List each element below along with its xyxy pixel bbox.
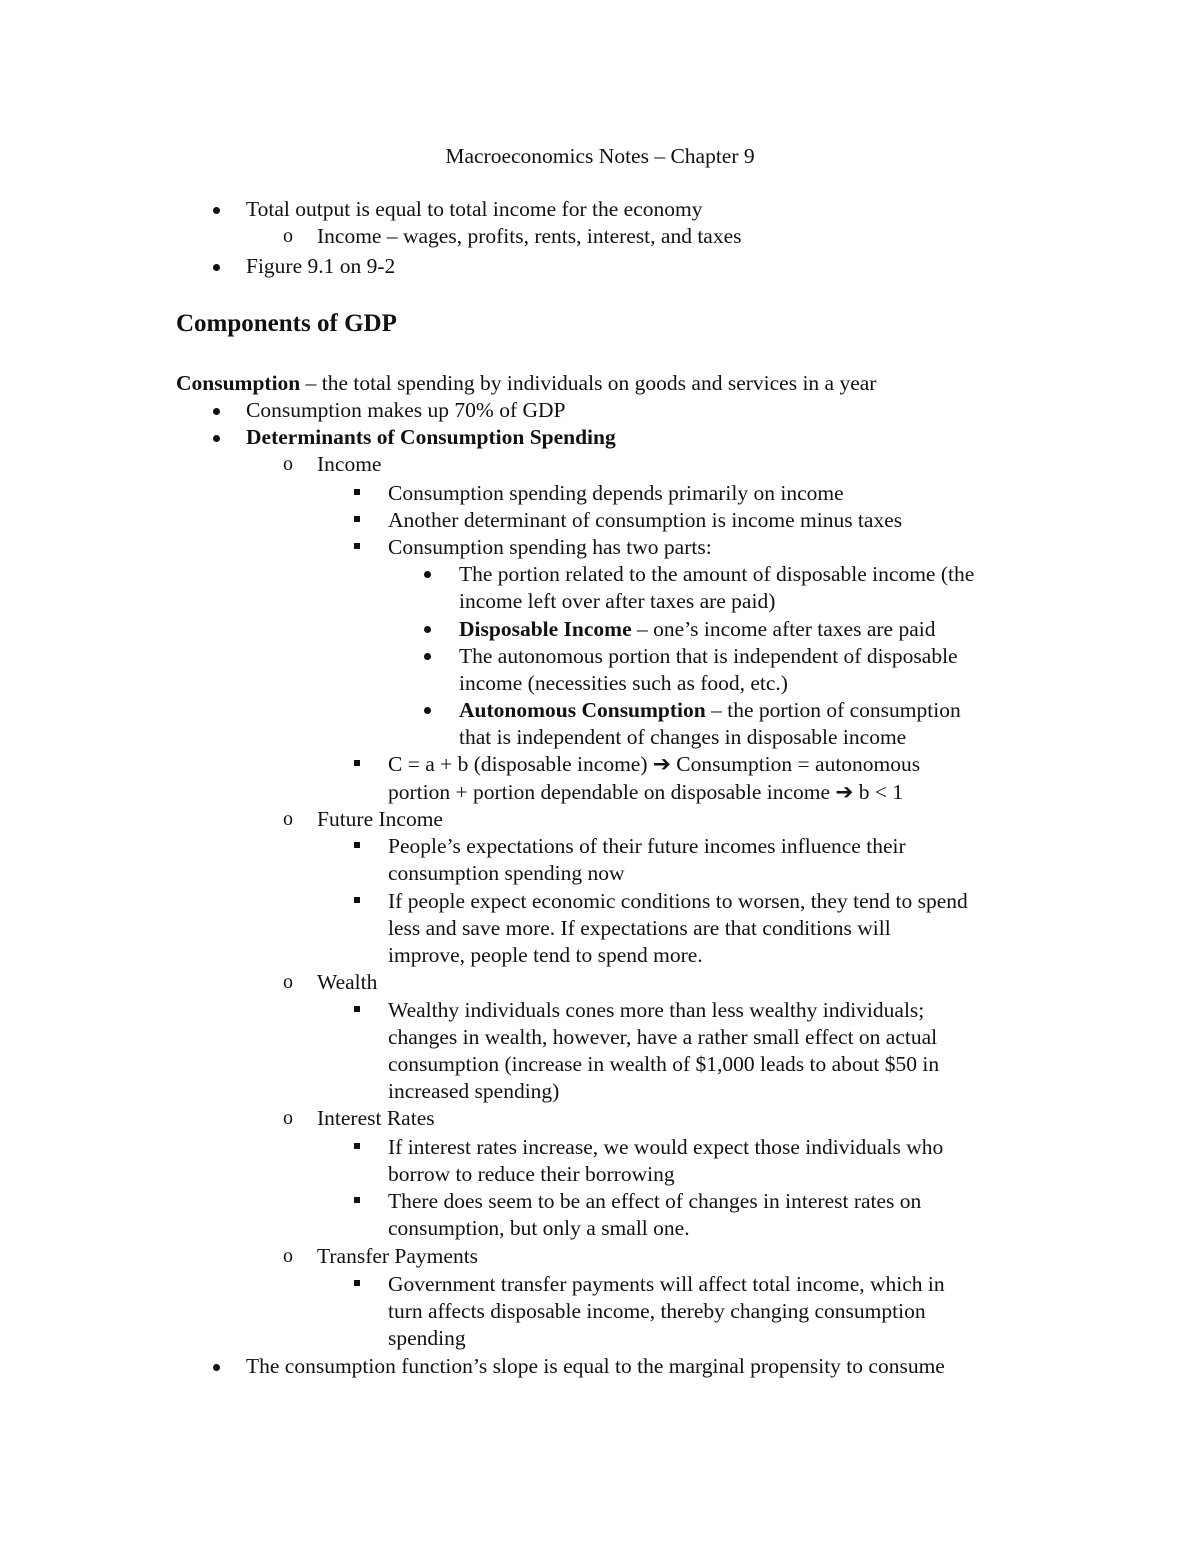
list-item: Wealthy individuals cones more than less wealthy individuals; <box>388 998 925 1022</box>
list-item: Government transfer payments will affect total income, which in <box>388 1272 945 1296</box>
bullet-dot <box>213 408 220 415</box>
list-item-continuation: income left over after taxes are paid) <box>459 589 776 613</box>
list-item-continuation: increased spending) <box>388 1079 560 1103</box>
list-item-continuation: turn affects disposable income, thereby changing consumption <box>388 1299 926 1323</box>
square-bullet <box>354 1280 360 1286</box>
list-item: Future Income <box>317 807 443 831</box>
formula-text: portion + portion dependable on disposable income <box>388 780 836 804</box>
list-item: Figure 9.1 on 9-2 <box>246 254 396 278</box>
square-bullet <box>354 489 360 495</box>
list-item: The autonomous portion that is independent of disposable <box>459 644 958 668</box>
term-disposable-income: Disposable Income <box>459 617 632 641</box>
list-item-continuation: borrow to reduce their borrowing <box>388 1162 675 1186</box>
definition-text: – one’s income after taxes are paid <box>631 617 936 641</box>
circle-bullet: o <box>283 453 293 475</box>
arrow-icon: ➔ <box>835 780 854 804</box>
circle-bullet: o <box>283 225 293 247</box>
bullet-dot <box>424 626 431 633</box>
term-consumption: Consumption <box>176 371 301 395</box>
definition-line <box>176 370 876 397</box>
formula-text: Consumption = autonomous <box>670 752 921 776</box>
bullet-dot <box>424 707 431 714</box>
square-bullet <box>354 842 360 848</box>
bullet-dot <box>213 1364 220 1371</box>
list-item: Wealth <box>317 970 378 994</box>
circle-bullet: o <box>283 808 293 830</box>
square-bullet <box>354 1197 360 1203</box>
list-item: Total output is equal to total income for the economy <box>246 197 703 221</box>
list-item: People’s expectations of their future incomes influence their <box>388 834 906 858</box>
bullet-dot <box>213 207 220 214</box>
square-bullet <box>354 1143 360 1149</box>
arrow-icon: ➔ <box>652 752 671 776</box>
circle-bullet: o <box>283 971 293 993</box>
bullet-dot <box>424 571 431 578</box>
list-item <box>246 424 616 451</box>
bullet-dot <box>213 435 220 442</box>
list-item: Consumption spending has two parts: <box>388 535 712 559</box>
list-item: Interest Rates <box>317 1106 435 1130</box>
term-autonomous-consumption: Autonomous Consumption <box>459 698 706 722</box>
list-item-continuation <box>388 779 903 806</box>
list-item: Income – wages, profits, rents, interest, and taxes <box>317 224 742 248</box>
list-item: If interest rates increase, we would expect those individuals who <box>388 1135 944 1159</box>
formula-text: b < 1 <box>853 780 904 804</box>
square-bullet <box>354 897 360 903</box>
square-bullet <box>354 516 360 522</box>
list-item: The portion related to the amount of disposable income (the <box>459 562 975 586</box>
list-item: Income <box>317 452 382 476</box>
list-item: Transfer Payments <box>317 1244 479 1268</box>
list-item: Consumption spending depends primarily on income <box>388 481 844 505</box>
list-item-continuation: that is independent of changes in disposable income <box>459 725 907 749</box>
list-item: There does seem to be an effect of changes in interest rates on <box>388 1189 922 1213</box>
list-item <box>459 616 935 643</box>
formula-text: C = a + b (disposable income) <box>388 752 653 776</box>
section-heading: Components of GDP <box>176 310 397 337</box>
circle-bullet: o <box>283 1245 293 1267</box>
list-item: Another determinant of consumption is income minus taxes <box>388 508 903 532</box>
list-item-continuation: income (necessities such as food, etc.) <box>459 671 788 695</box>
list-item: Consumption makes up 70% of GDP <box>246 398 566 422</box>
list-item-continuation: spending <box>388 1326 466 1350</box>
circle-bullet: o <box>283 1107 293 1129</box>
definition-text: – the portion of consumption <box>705 698 961 722</box>
list-item-continuation: changes in wealth, however, have a rather small effect on actual <box>388 1025 938 1049</box>
list-item-continuation: less and save more. If expectations are that conditions will <box>388 916 891 940</box>
subheading-determinants: Determinants of Consumption Spending <box>246 425 616 449</box>
definition-text: – the total spending by individuals on goods and services in a year <box>300 371 877 395</box>
list-item <box>459 697 961 724</box>
bullet-dot <box>424 653 431 660</box>
list-item: If people expect economic conditions to worsen, they tend to spend <box>388 889 968 913</box>
list-item-continuation: consumption (increase in wealth of $1,000 leads to about $50 in <box>388 1052 940 1076</box>
square-bullet <box>354 543 360 549</box>
list-item: The consumption function’s slope is equal to the marginal propensity to consume <box>246 1354 945 1378</box>
square-bullet <box>354 1006 360 1012</box>
bullet-dot <box>213 264 220 271</box>
list-item <box>388 751 920 778</box>
page-title: Macroeconomics Notes – Chapter 9 <box>445 144 755 168</box>
list-item-continuation: consumption spending now <box>388 861 625 885</box>
list-item-continuation: consumption, but only a small one. <box>388 1216 690 1240</box>
square-bullet <box>354 760 360 766</box>
list-item-continuation: improve, people tend to spend more. <box>388 943 703 967</box>
